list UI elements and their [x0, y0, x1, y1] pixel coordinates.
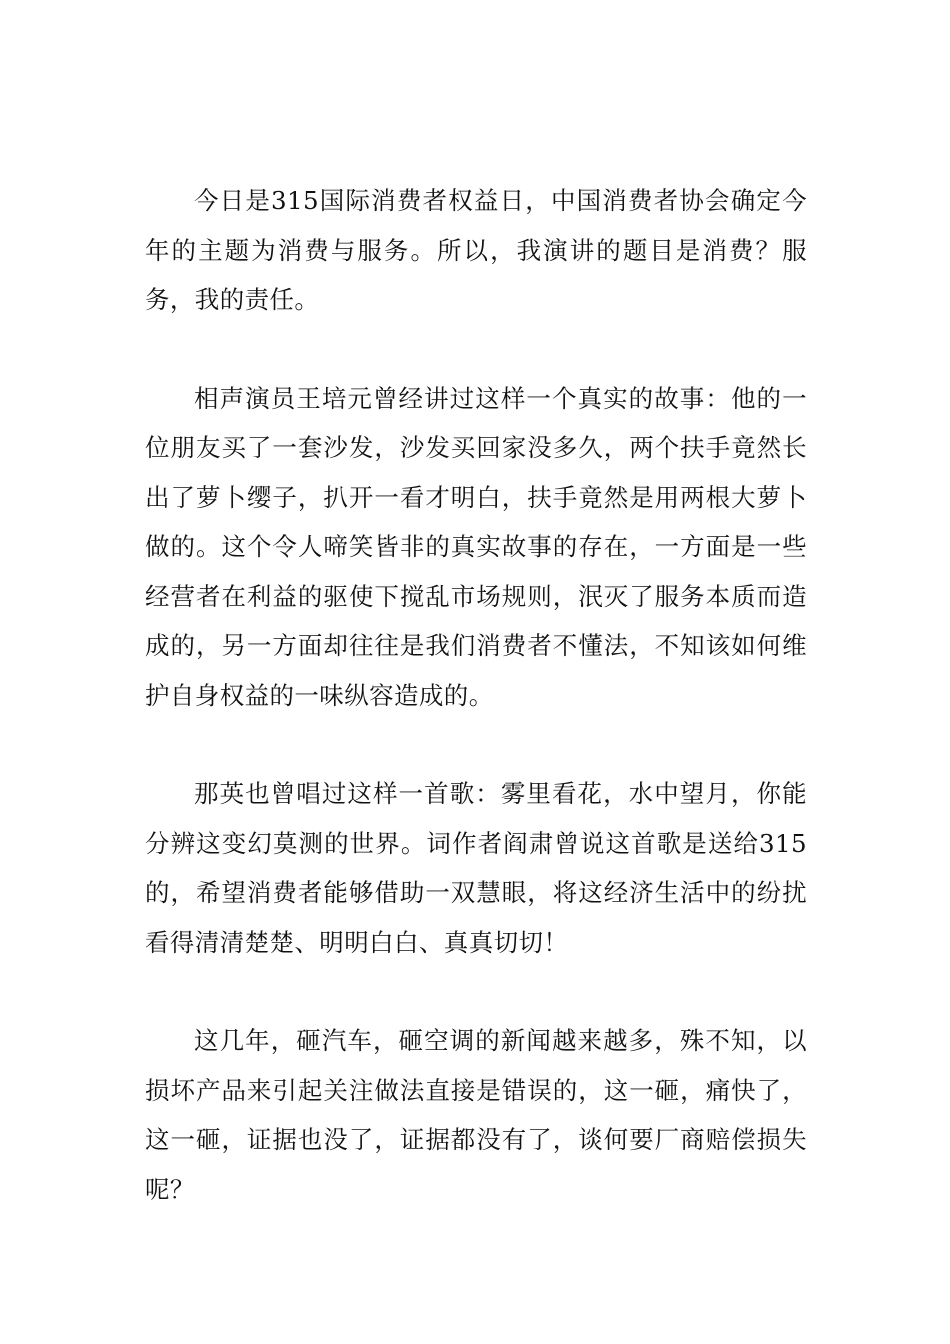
paragraph-4: 这几年，砸汽车，砸空调的新闻越来越多，殊不知，以损坏产品来引起关注做法直接是错误的，这一砸，痛快了，这一砸，证据也没了，证据都没有了，谈何要厂商赔偿损失呢？ [145, 1026, 807, 1204]
document-body [145, 176, 807, 1214]
paragraph-2: 相声演员王培元曾经讲过这样一个真实的故事：他的一位朋友买了一套沙发，沙发买回家没多久，两个扶手竟然长出了萝卜缨子，扒开一看才明白，扶手竟然是用两根大萝卜做的。这个令人啼笑皆非的真实故事的存在，一方面是一些经营者在利益的驱使下搅乱市场规则，泯灭了服务本质而造成的，另一方面却往往是我们消费者不懂法，不知该如何维护自身权益的一味纵容造成的。 [145, 383, 807, 710]
paragraph-3: 那英也曾唱过这样一首歌：雾里看花，水中望月，你能分辨这变幻莫测的世界。词作者阎肃曾说这首歌是送给315的，希望消费者能够借助一双慧眼，将这经济生活中的纷扰看得清清楚楚、明明白白、真真切切！ [145, 779, 807, 957]
paragraph-1: 今日是315国际消费者权益日，中国消费者协会确定今年的主题为消费与服务。所以，我演讲的题目是消费？服务，我的责任。 [145, 186, 807, 314]
